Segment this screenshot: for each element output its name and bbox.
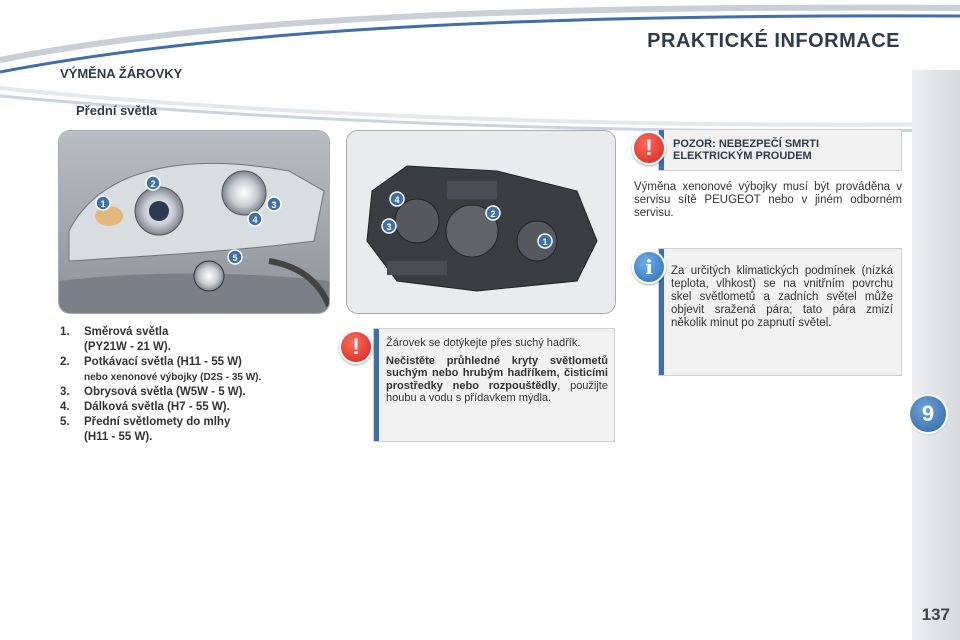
svg-text:2: 2 — [150, 179, 156, 189]
bulb-list — [60, 325, 345, 445]
svg-text:3: 3 — [271, 200, 277, 210]
chapter-tab[interactable] — [910, 396, 960, 432]
callout-3 — [382, 219, 396, 233]
list-item: 2. Potkávací světla (H11 - 55 W) nebo xenonové výbojky (D2S - 35 W). — [60, 356, 262, 383]
svg-text:4: 4 — [252, 215, 258, 225]
callout-2 — [486, 206, 500, 220]
callout-2 — [146, 176, 160, 190]
exclamation-icon: ! — [632, 131, 666, 165]
list-item: 1. Směrová světla (PY21W - 21 W). — [60, 326, 171, 353]
care-note-box — [373, 328, 615, 442]
callout-1 — [538, 234, 552, 248]
side-strip — [912, 70, 960, 640]
svg-text:1: 1 — [100, 199, 106, 209]
chapter-number: 9 — [910, 396, 946, 432]
svg-text:5: 5 — [232, 253, 238, 263]
svg-text:4: 4 — [394, 195, 400, 205]
info-note-box — [658, 248, 902, 376]
headlight-photo — [58, 130, 330, 314]
headlight-assembly-photo — [346, 130, 616, 314]
callout-5 — [228, 250, 242, 264]
care-note-text: Žárovek se dotýkejte přes suchý hadřík. — [386, 337, 581, 349]
warning-title: POZOR: NEBEZPEČÍ SMRTI ELEKTRICKÝM PROUDEM — [673, 138, 820, 162]
info-note-text: Za určitých klimatických podmínek (nízká teplota, vlhkost) se na vnitřním povrchu skel světlometů a zadních světel může objevit sražená pára; tato pára zmizí několik minut po zapnutí světel. — [671, 265, 893, 329]
svg-text:3: 3 — [386, 222, 392, 232]
list-item: 3. Obrysová světla (W5W - 5 W). — [60, 386, 246, 398]
warning-title-box — [658, 129, 902, 171]
care-note-bold: Nečistěte průhledné kryty světlometů suchým nebo hrubým hadříkem, čisticími prostředky nebo rozpouštědly — [386, 354, 608, 392]
exclamation-icon: ! — [339, 330, 373, 364]
list-item: 4. Dálková světla (H7 - 55 W). — [60, 401, 230, 413]
accent-bar — [374, 329, 379, 441]
info-icon: i — [632, 250, 666, 284]
page-number: 137 — [921, 605, 950, 624]
callout-4 — [248, 212, 262, 226]
subsection-title: Přední světla — [76, 103, 157, 118]
section-title: VÝMĚNA ŽÁROVKY — [60, 66, 183, 81]
callout-1 — [96, 196, 110, 210]
list-item: 5. Přední světlomety do mlhy (H11 - 55 W). — [60, 416, 231, 443]
page-header-title: PRAKTICKÉ INFORMACE — [647, 30, 900, 52]
svg-text:1: 1 — [542, 237, 548, 247]
callout-4 — [390, 192, 404, 206]
callout-3 — [267, 197, 281, 211]
svg-text:2: 2 — [490, 209, 496, 219]
care-note-rest: , použijte houbu a vodu s přídavkem mýdla. — [386, 379, 608, 404]
warning-text: Výměna xenonové výbojky musí být prováděna v servisu sítě PEUGEOT nebo v jiném odborném servisu. — [634, 181, 902, 219]
